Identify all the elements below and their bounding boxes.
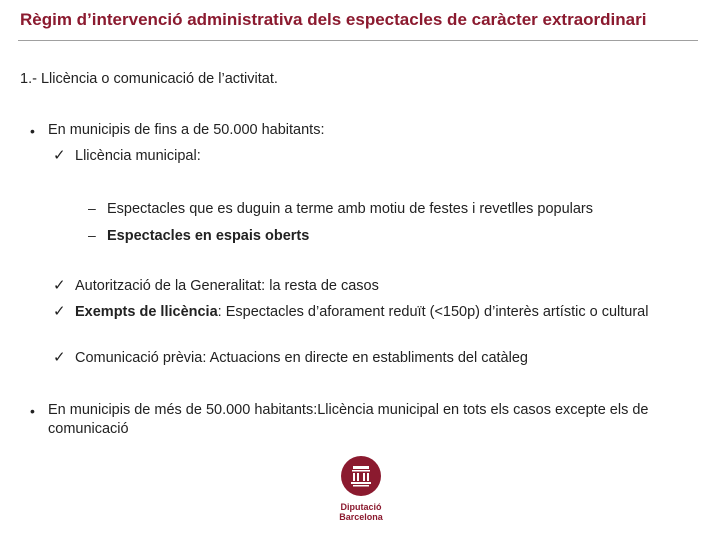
bullet-marker: • <box>30 123 35 139</box>
title-divider <box>18 40 698 41</box>
section-heading: 1.- Llicència o comunicació de l’activitat. <box>20 71 278 87</box>
exempt-label: Exempts de llicència <box>75 304 218 320</box>
check-item-prior-communication: Comunicació prèvia: Actuacions en directe en establiments del catàleg <box>75 350 528 366</box>
logo-emblem-icon <box>340 455 382 497</box>
dash-marker: – <box>88 227 96 243</box>
exempt-description: : Espectacles d’aforament reduït (<150p) d’interès artístic o cultural <box>217 304 649 320</box>
check-item-exempt <box>75 303 675 322</box>
logo-text-line1: Diputació <box>340 502 382 512</box>
page-title: Règim d’intervenció administrativa dels espectacles de caràcter extraordinari <box>20 10 647 29</box>
checkmark-icon: ✓ <box>53 147 66 164</box>
diputacio-barcelona-logo <box>334 455 388 522</box>
bullet-text-small-municipalities: En municipis de fins a de 50.000 habitants: <box>48 122 325 138</box>
checkmark-icon: ✓ <box>53 277 66 294</box>
check-item-generalitat: Autorització de la Generalitat: la resta de casos <box>75 278 379 294</box>
checkmark-icon: ✓ <box>53 349 66 366</box>
check-item-municipal-license: Llicència municipal: <box>75 148 201 164</box>
bullet-text-large-municipalities: En municipis de més de 50.000 habitants:Llicència municipal en tots els casos excepte els de comunicació <box>48 402 649 437</box>
dash-marker: – <box>88 200 96 216</box>
logo-text-line2: Barcelona <box>339 512 383 522</box>
bullet-marker: • <box>30 403 35 419</box>
dash-item-open-spaces: Espectacles en espais oberts <box>107 228 310 244</box>
dash-item-festivals: Espectacles que es duguin a terme amb motiu de festes i revetlles populars <box>107 201 594 217</box>
checkmark-icon: ✓ <box>53 303 66 320</box>
